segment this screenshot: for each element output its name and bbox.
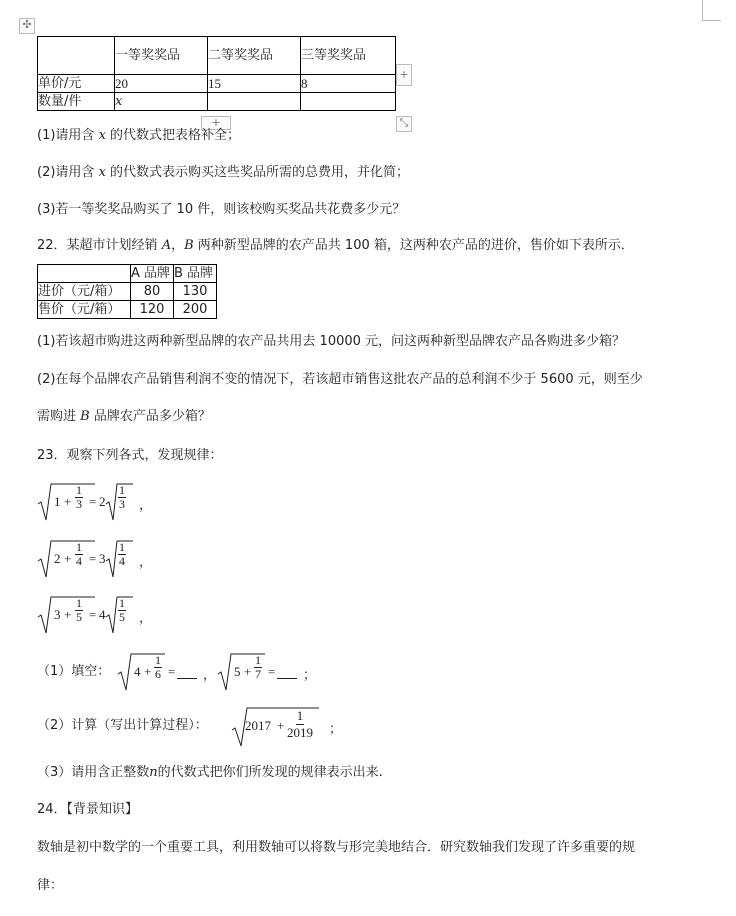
variable-a: A (161, 238, 172, 253)
coefficient: 4 (99, 607, 106, 622)
text-span: 品牌农产品多少箱？ (89, 409, 211, 424)
table-cell (301, 93, 396, 111)
table-row (38, 265, 217, 283)
text-span: （3）请用含正整数 (37, 765, 150, 780)
question-22-part-2-line-2 (37, 409, 211, 425)
question-24-title: 24．【背景知识】 (37, 802, 139, 817)
answer-blank[interactable] (277, 666, 297, 679)
equals-sign: = (89, 607, 97, 622)
numerator: 1 (155, 653, 161, 667)
text-span: 的代数式把表格补全； (105, 128, 241, 143)
fraction (118, 597, 126, 624)
question-22-part-1: (1)若该超市购进这两种新型品牌的农产品共用去 10000 元，问这两种新型品牌农产品各购进多少箱？ (37, 334, 626, 349)
text-span: (1)请用含 (37, 128, 99, 143)
table-cell: 130 (174, 283, 217, 301)
table-row (38, 301, 217, 319)
equals-sign: = (268, 664, 276, 679)
question-23-intro: 23．观察下列各式，发现规律： (37, 448, 223, 463)
question-21-part-2 (37, 165, 409, 181)
formula-3 (37, 595, 157, 635)
variable-b: B (184, 238, 194, 253)
fraction (75, 484, 83, 511)
coefficient: 3 (99, 551, 106, 566)
denominator: 2019 (287, 725, 313, 740)
formula-term: 2 (54, 551, 61, 566)
table-row (38, 37, 396, 75)
text-span: 需购进 (37, 409, 81, 424)
text-span: (2)请用含 (37, 165, 99, 180)
punctuation: ， (139, 555, 153, 570)
numerator: 1 (119, 596, 125, 610)
variable-x: x (98, 165, 106, 180)
page-corner-mark (702, 0, 721, 21)
formula-1 (37, 482, 157, 522)
formula-term: 2017 (245, 718, 271, 733)
denominator: 3 (76, 497, 82, 511)
table-cell: 15 (208, 75, 301, 93)
table-row-label: 进价（元/箱） (38, 283, 131, 301)
prize-table (37, 36, 396, 111)
numerator: 1 (76, 596, 82, 610)
question-24-body-line-1: 数轴是初中数学的一个重要工具，利用数轴可以将数与形完美地结合．研究数轴我们发现了许多重要的规 (37, 840, 636, 855)
text-span: 22．某超市计划经销 (37, 238, 162, 253)
punctuation: ， (139, 611, 153, 626)
numerator: 1 (76, 483, 82, 497)
fraction (118, 541, 126, 568)
table-header-cell: A 品牌 (131, 265, 174, 283)
fraction (287, 708, 313, 741)
table-cell: 8 (301, 75, 396, 93)
text-span: 两种新型品牌的农产品共 100 箱，这两种农产品的进价，售价如下表所示． (193, 238, 634, 253)
table-header-cell: 三等奖奖品 (301, 37, 396, 75)
answer-blank[interactable] (177, 666, 197, 679)
plus-sign: + (64, 551, 72, 566)
table-resize-handle-icon[interactable]: ⤡ (396, 116, 412, 132)
formula-term: 4 (134, 664, 141, 679)
table-cell: 120 (131, 301, 174, 319)
question-22-intro (37, 238, 634, 254)
numerator: 1 (296, 708, 304, 723)
variable-n: n (149, 765, 158, 780)
variable-b: B (80, 409, 90, 424)
text-span: 的代数式表示购买这些奖品所需的总费用，并化简； (105, 165, 410, 180)
fraction (154, 654, 162, 681)
denominator: 7 (255, 667, 261, 681)
punctuation: ； (303, 668, 317, 683)
table-move-handle-icon[interactable]: ✣ (19, 18, 35, 34)
part-label: （2）计算（写出计算过程）： (37, 718, 208, 733)
table-cell (38, 265, 131, 283)
numerator: 1 (119, 483, 125, 497)
add-column-button[interactable]: + (396, 64, 412, 86)
formula-term: 5 (234, 664, 241, 679)
denominator: 4 (119, 554, 125, 568)
formula-term: 1 (54, 494, 61, 509)
question-21-part-3: (3)若一等奖奖品购买了 10 件，则该校购买奖品共花费多少元？ (37, 202, 406, 217)
question-24-body-line-2: 律： (37, 878, 64, 893)
equals-sign: = (168, 664, 176, 679)
table-cell: 20 (115, 75, 208, 93)
table-cell: 200 (174, 301, 217, 319)
table-header-cell: 二等奖奖品 (208, 37, 301, 75)
fraction (118, 484, 126, 511)
variable-x: x (98, 128, 106, 143)
denominator: 3 (119, 497, 125, 511)
punctuation: ， (139, 498, 153, 513)
equals-sign: = (89, 551, 97, 566)
plus-sign: + (64, 494, 72, 509)
plus-sign: + (64, 607, 72, 622)
table-cell (208, 93, 301, 111)
question-23-part-1 (37, 652, 317, 692)
table-cell: x (115, 93, 208, 111)
table-cell (38, 37, 115, 75)
add-row-button[interactable]: + (201, 116, 231, 130)
text-span: 的代数式把你们所发现的规律表示出来. (157, 765, 383, 780)
equals-sign: = (89, 494, 97, 509)
question-23-part-2 (37, 706, 357, 748)
table-row-label: 数量/件 (38, 93, 115, 111)
formula-term: 3 (54, 607, 61, 622)
table-header-cell: B 品牌 (174, 265, 217, 283)
table-cell: 80 (131, 283, 174, 301)
table-row (38, 75, 396, 93)
question-23-part-3 (37, 765, 383, 781)
fraction (254, 654, 262, 681)
numerator: 1 (255, 653, 261, 667)
denominator: 5 (76, 610, 82, 624)
table-header-cell: 一等奖奖品 (115, 37, 208, 75)
table-row-label: 单价/元 (38, 75, 115, 93)
fraction (75, 597, 83, 624)
table-row (38, 283, 217, 301)
table-row-label: 售价（元/箱） (38, 301, 131, 319)
coefficient: 2 (99, 494, 106, 509)
question-21-part-1 (37, 128, 240, 144)
price-table (37, 264, 217, 319)
denominator: 6 (155, 667, 161, 681)
formula-2 (37, 539, 157, 579)
separator: ， (203, 668, 217, 683)
text-span: ， (171, 238, 185, 253)
plus-sign: + (277, 718, 285, 733)
question-22-part-2-line-1: (2)在每个品牌农产品销售利润不变的情况下，若该超市销售这批农产品的总利润不少于 5600 元，则至少 (37, 372, 643, 387)
plus-sign: + (144, 664, 152, 679)
plus-sign: + (244, 664, 252, 679)
denominator: 4 (76, 554, 82, 568)
numerator: 1 (119, 540, 125, 554)
punctuation: ； (329, 722, 343, 737)
denominator: 5 (119, 610, 125, 624)
numerator: 1 (76, 540, 82, 554)
fraction (75, 541, 83, 568)
table-row (38, 93, 396, 111)
part-label: （1）填空： (37, 664, 111, 679)
